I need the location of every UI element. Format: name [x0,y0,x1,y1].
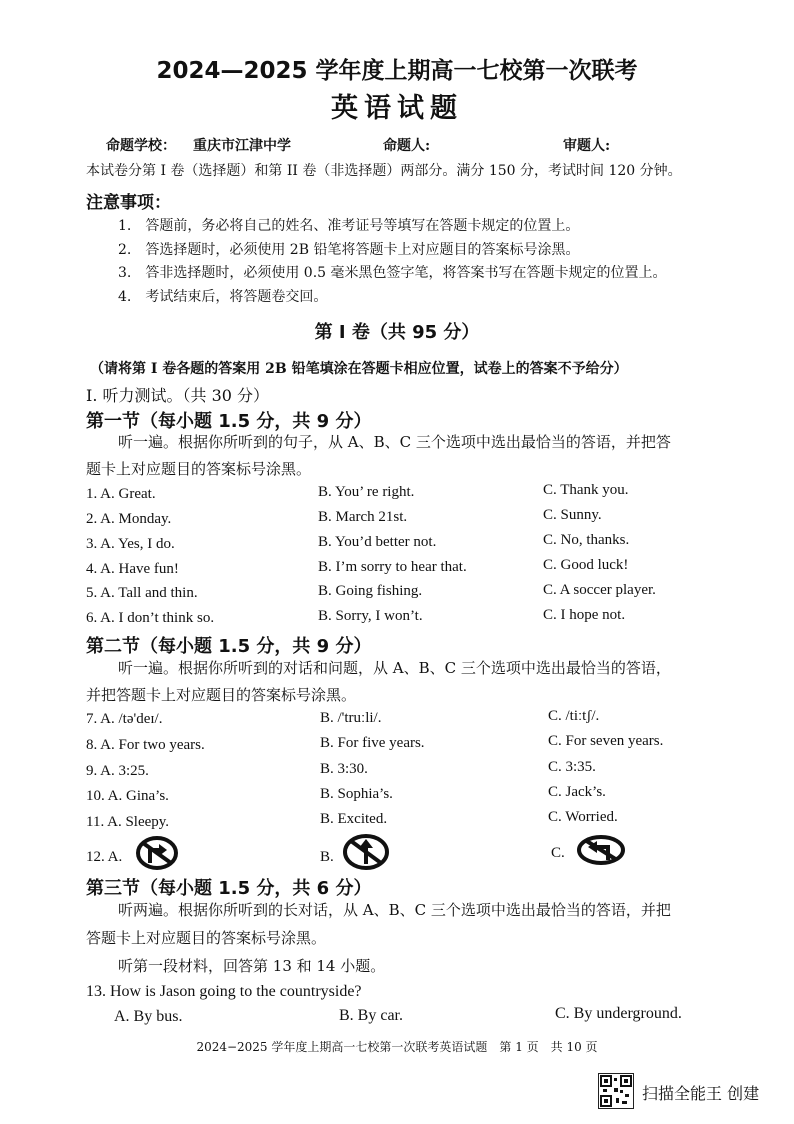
q5-option-c: C. A soccer player. [543,582,656,598]
subject-title: 英语试题 [331,93,463,124]
q9-option-c: C. 3:35. [548,759,596,775]
page-footer: 2024−2025 学年度上期高一七校第一次联考英语试题 第 1 页 共 10 页 [196,1040,598,1054]
q4-option-b: B. I’m sorry to hear that. [318,559,467,575]
notice-item: 2. 答选择题时，必须使用 2B 铅笔将答题卡上对应题目的答案标号涂黑。 [118,242,580,258]
q10-option-b: B. Sophia’s. [320,786,393,802]
q10-option-c: C. Jack’s. [548,784,606,800]
q7-option-b: B. /'truːli/. [320,710,382,726]
q8-option-a: 8. A. For two years. [86,737,205,753]
notice-item: 1. 答题前，务必将自己的姓名、准考证号等填写在答题卡规定的位置上。 [118,218,580,234]
q2-option-b: B. March 21st. [318,509,408,525]
q6-option-a: 6. A. I don’t think so. [86,610,215,626]
q12-option-a: 12. A. [86,849,123,865]
q2-option-a: 2. A. Monday. [86,511,172,527]
listening-title: I. 听力测试。（共 30 分） [86,386,270,405]
qr-code-icon [598,1073,634,1109]
q3-option-c: C. No, thanks. [543,532,630,548]
q3-option-a: 3. A. Yes, I do. [86,536,175,552]
section1-title: 第一节（每小题 1.5 分，共 9 分） [86,411,372,432]
school-label: 命题学校： [106,138,176,154]
section1-instruction: 听一遍。根据你所听到的句子，从 A、B、C 三个选项中选出最恰当的答语，并把答 [118,433,671,451]
q11-option-c: C. Worried. [548,809,618,825]
part1-instruction: （请将第 I 卷各题的答案用 2B 铅笔填涂在答题卡相应位置，试卷上的答案不予给分） [90,361,628,377]
notice-title: 注意事项： [86,193,171,213]
section3-instruction-cont: 答题卡上对应题目的答案标号涂黑。 [86,929,327,947]
part1-title: 第 I 卷（共 95 分） [314,322,480,343]
q1-option-b: B. You’ re right. [318,484,415,500]
reviewer-label: 审题人: [563,138,611,154]
no-left-turn-icon [576,834,626,866]
q7-option-a: 7. A. /tə'deɪ/. [86,711,163,727]
notice-item: 3. 答非选择题时，必须使用 0.5 毫米黑色签字笔，将答案书写在答题卡规定的位置上。 [118,265,667,281]
q6-option-b: B. Sorry, I won’t. [318,608,423,624]
section3-material-note: 听第一段材料，回答第 13 和 14 小题。 [118,957,386,975]
q10-option-a: 10. A. Gina’s. [86,788,169,804]
section3-instruction: 听两遍。根据你所听到的长对话，从 A、B、C 三个选项中选出最恰当的答语，并把 [118,901,671,919]
q13-option-c: C. By underground. [555,1005,682,1022]
q12-option-c: C. [551,845,565,861]
scanner-watermark: 扫描全能王 创建 [642,1084,760,1103]
q4-option-a: 4. A. Have fun! [86,561,179,577]
section1-instruction-cont: 题卡上对应题目的答案标号涂黑。 [86,460,312,478]
section2-instruction: 听一遍。根据你所听到的对话和问题，从 A、B、C 三个选项中选出最恰当的答语， [118,659,671,677]
section3-title: 第三节（每小题 1.5 分，共 6 分） [86,878,372,899]
intro-text: 本试卷分第 I 卷（选择题）和第 II 卷（非选择题）两部分。满分 150 分，考试时间 120 分钟。 [86,163,682,179]
q9-option-b: B. 3:30. [320,761,368,777]
q8-option-c: C. For seven years. [548,733,664,749]
q6-option-c: C. I hope not. [543,607,626,623]
no-straight-icon [342,834,390,870]
q9-option-a: 9. A. 3:25. [86,763,149,779]
section2-title: 第二节（每小题 1.5 分，共 9 分） [86,636,372,657]
q13-option-b: B. By car. [339,1007,403,1024]
section2-instruction-cont: 并把答题卡上对应题目的答案标号涂黑。 [86,686,357,704]
q13-option-a: A. By bus. [114,1008,183,1025]
q1-option-c: C. Thank you. [543,482,629,498]
q13-stem: 13. How is Jason going to the countryside? [86,983,362,1000]
q11-option-b: B. Excited. [320,811,388,827]
exam-title: 2024—2025 学年度上期高一七校第一次联考 [156,58,638,84]
q5-option-a: 5. A. Tall and thin. [86,585,198,601]
q11-option-a: 11. A. Sleepy. [86,814,170,830]
q5-option-b: B. Going fishing. [318,583,423,599]
q4-option-c: C. Good luck! [543,557,629,573]
q1-option-a: 1. A. Great. [86,486,156,502]
q12-option-b: B. [320,849,334,865]
no-right-turn-icon [136,836,178,870]
setter-label: 命题人: [383,138,431,154]
q2-option-c: C. Sunny. [543,507,602,523]
q3-option-b: B. You’d better not. [318,534,437,550]
q8-option-b: B. For five years. [320,735,425,751]
notice-item: 4. 考试结束后，将答题卷交回。 [118,289,328,305]
q7-option-c: C. /tiːtʃ/. [548,708,600,724]
school-name: 重庆市江津中学 [193,138,291,154]
